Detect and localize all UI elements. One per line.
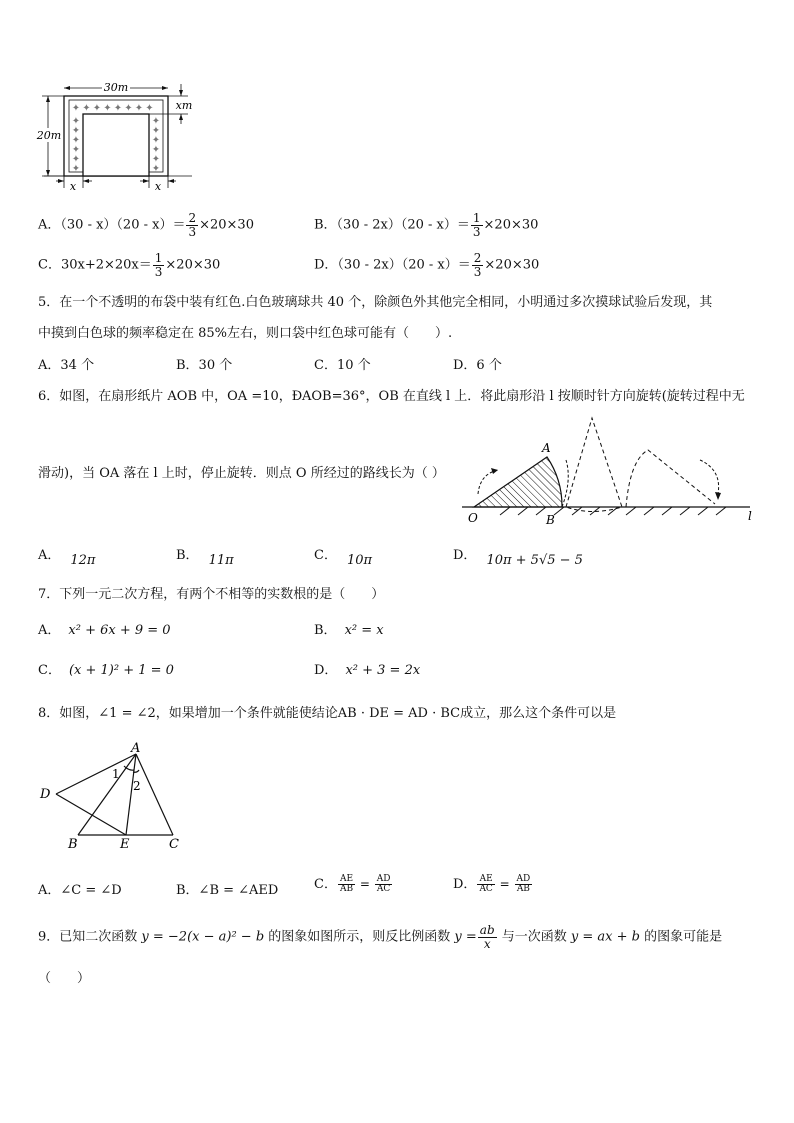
border-plant-icon: ✦ (145, 103, 154, 114)
q6-d-label: D． (453, 548, 477, 563)
q4-b-lhs: B．（30 - 2x）（20 - x）＝ (314, 217, 470, 233)
q7-c-label: C． (38, 663, 61, 678)
q9-mid: 的图象如图所示，则反比例函数 (264, 929, 455, 945)
q9-paren: （ ） (38, 971, 91, 986)
q9-mid2: 与一次函数 (497, 929, 571, 945)
dim-top: 30m (103, 81, 129, 94)
q4-d-frac: $\frac{2}{3}$ (473, 251, 482, 279)
q8-option-a[interactable]: A．∠C = ∠D (38, 883, 122, 898)
q7-c-value: (x + 1)² + 1 = 0 (68, 663, 174, 678)
q7-d-value: x² + 3 = 2x (345, 663, 421, 678)
q8-option-c[interactable]: C． $\frac{AE}{AB}$ = $\frac{AD}{AC}$ (314, 873, 391, 894)
q4-a-rhs: ×20×30 (199, 217, 254, 233)
border-plant-icon: ✦ (71, 103, 81, 114)
border-plant-icon: ✦ (113, 103, 123, 114)
border-plant-icon: ✦ (71, 135, 81, 146)
q8-c-frac2: $\frac{AD}{AC}$ (376, 873, 391, 894)
q9-quadratic: y = −2(x − a)² − b (141, 929, 265, 945)
label-B: B (546, 513, 555, 527)
dim-right: xm (175, 99, 193, 112)
border-plant-icon: ✦ (71, 154, 81, 165)
border-plant-icon: ✦ (151, 135, 161, 146)
q6-b-label: B． (176, 548, 199, 563)
q6-option-d[interactable] (453, 544, 583, 568)
q5-stem-line1: 5．在一个不透明的布袋中装有红色.白色玻璃球共 40 个，除颜色外其他完全相同，小明通过多次摸球试验后发现，其 (38, 295, 713, 310)
q4-a-lhs: A．（30 - x）（20 - x）＝ (38, 217, 186, 233)
q9-y-eq: y = (454, 929, 477, 945)
border-plant-icon: ✦ (82, 103, 91, 114)
border-plant-icon: ✦ (151, 163, 161, 175)
q8-stem: 8．如图，∠1 = ∠2，如果增加一个条件就能使结论AB · DE = AD · BC成立，那么这个条件可以是 (38, 706, 617, 721)
q8-d-frac2: $\frac{AD}{AB}$ (516, 873, 531, 894)
q7-b-label: B． (314, 623, 337, 638)
q6-d-value: 10π + 5√5 − 5 (486, 553, 583, 568)
border-plant-icon: ✦ (134, 103, 144, 114)
q7-option-c[interactable] (38, 659, 174, 678)
q4-c-frac: $\frac{1}{3}$ (154, 251, 163, 279)
q9-stem (38, 924, 722, 950)
q4-b-frac: $\frac{1}{3}$ (472, 211, 481, 239)
label-angle-1: 1 (112, 767, 120, 781)
label-O: O (468, 511, 478, 525)
q7-a-value: x² + 6x + 9 = 0 (68, 623, 171, 638)
q6-option-b[interactable] (176, 544, 234, 568)
q7-a-label: A． (38, 623, 61, 638)
q8-option-b[interactable]: B．∠B = ∠AED (176, 883, 279, 898)
q4-option-b[interactable] (314, 212, 538, 238)
dim-bottom-right: x (154, 180, 162, 192)
label-B: B (68, 837, 78, 852)
border-plant-icon: ✦ (71, 116, 81, 127)
border-plant-icon: ✦ (103, 103, 112, 114)
q5-option-c[interactable]: C．10 个 (314, 358, 371, 373)
q7-stem: 7．下列一元二次方程，有两个不相等的实数根的是（ ） (38, 587, 385, 602)
q7-option-d[interactable] (314, 659, 420, 678)
q6-a-label: A． (38, 548, 61, 563)
q9-post: 的图象可能是 (639, 929, 723, 945)
label-C: C (169, 837, 179, 852)
label-l: l (748, 509, 752, 523)
dim-bottom-left: x (69, 180, 77, 192)
border-plant-icon: ✦ (92, 103, 102, 114)
q7-option-a[interactable] (38, 619, 171, 638)
border-plant-icon: ✦ (71, 163, 81, 175)
q5-option-d[interactable]: D．6 个 (453, 358, 502, 373)
sector-rotation-figure (460, 408, 760, 528)
border-plant-icon: ✦ (151, 125, 161, 137)
q4-d-rhs: ×20×30 (484, 257, 540, 273)
label-A: A (131, 741, 141, 756)
q7-d-label: D． (314, 663, 338, 678)
label-D: D (40, 787, 51, 802)
q5-stem-line2: 中摸到白色球的频率稳定在 85%左右，则口袋中红色球可能有（ ）. (38, 326, 453, 341)
dim-left: 20m (36, 129, 62, 142)
q7-b-value: x² = x (344, 623, 384, 638)
border-plant-icon: ✦ (151, 144, 161, 156)
q4-option-c[interactable] (38, 252, 220, 278)
q6-c-label: C． (314, 548, 337, 563)
label-E: E (120, 837, 130, 852)
q8-c-label: C． (314, 877, 337, 892)
q4-d-lhs: D．（30 - 2x）（20 - x）＝ (314, 257, 471, 273)
q5-option-b[interactable]: B．30 个 (176, 358, 233, 373)
q4-c-rhs: ×20×30 (165, 257, 221, 273)
q6-stem-line2: 滑动)，当 OA 落在 l 上时，停止旋转．则点 O 所经过的路线长为（ ） (38, 466, 445, 481)
border-plant-icon: ✦ (124, 103, 133, 114)
q6-option-a[interactable] (38, 544, 96, 568)
q8-d-frac1: $\frac{AE}{AC}$ (479, 873, 493, 894)
border-plant-icon: ✦ (71, 144, 81, 156)
border-plant-icon: ✦ (151, 116, 161, 127)
q8-c-frac1: $\frac{AE}{AB}$ (339, 873, 354, 894)
q4-b-rhs: ×20×30 (483, 217, 539, 233)
q4-option-d[interactable] (314, 252, 539, 278)
q5-option-a[interactable]: A．34 个 (38, 358, 95, 373)
q6-b-value: 11π (208, 553, 234, 568)
border-plant-icon: ✦ (71, 125, 81, 137)
label-angle-2: 2 (133, 779, 141, 793)
label-A: A (542, 441, 551, 455)
garden-figure (36, 80, 196, 192)
q4-option-a[interactable] (38, 212, 254, 238)
q6-option-c[interactable] (314, 544, 373, 568)
q9-inverse-frac: $\frac{ab}{x}$ (479, 923, 495, 951)
q9-linear: y = ax + b (570, 929, 640, 945)
q7-option-b[interactable] (314, 619, 384, 638)
q4-a-frac: $\frac{2}{3}$ (188, 211, 197, 239)
q8-option-d[interactable]: D． $\frac{AE}{AC}$ = $\frac{AD}{AB}$ (453, 873, 531, 894)
q6-stem-line1: 6．如图，在扇形纸片 AOB 中，OA =10，ÐAOB=36°，OB 在直线 l 上．将此扇形沿 l 按顺时针方向旋转(旋转过程中无 (38, 389, 745, 404)
q6-c-value: 10π (346, 553, 373, 568)
triangle-figure (36, 740, 196, 856)
q4-c-lhs: C．30x+2×20x＝ (38, 257, 152, 273)
q6-a-value: 12π (70, 553, 96, 568)
border-plant-icon: ✦ (151, 154, 161, 165)
q8-d-label: D． (453, 877, 477, 892)
q9-pre: 9．已知二次函数 (38, 929, 142, 945)
